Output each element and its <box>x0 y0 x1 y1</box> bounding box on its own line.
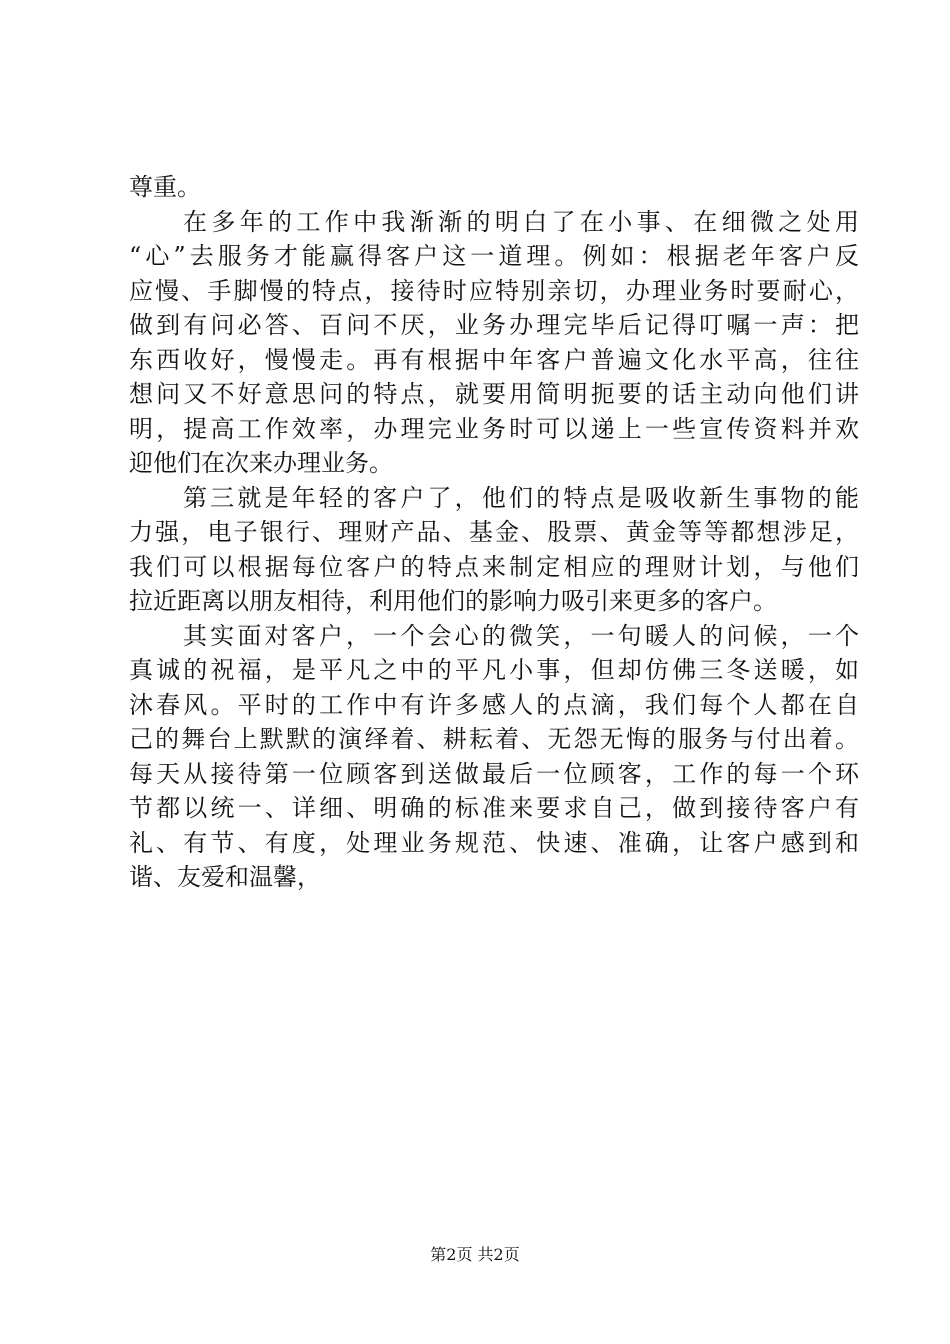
text-line: 每天从接待第一位顾客到送做最后一位顾客，工作的每一个环 <box>129 759 859 788</box>
text-line: 尊重。 <box>129 173 201 201</box>
text-line: 真诚的祝福，是平凡之中的平凡小事，但却仿佛三冬送暖，如 <box>129 656 859 684</box>
page-number-footer: 第2页 共2页 <box>430 1245 520 1264</box>
text-line: 拉近距离以朋友相待，利用他们的影响力吸引来更多的客户。 <box>129 587 777 615</box>
text-line: 力强，电子银行、理财产品、基金、股票、黄金等等都想涉足， <box>129 518 859 546</box>
text-line: 沐春风。平时的工作中有许多感人的点滴，我们每个人都在自 <box>129 690 859 719</box>
text-line: 节都以统一、详细、明确的标准来要求自己，做到接待客户有 <box>129 794 859 822</box>
paragraph-start-line: 在多年的工作中我渐渐的明白了在小事、在细微之处用 <box>183 207 859 236</box>
text-line: 己的舞台上默默的演绎着、耕耘着、无怨无悔的服务与付出着。 <box>129 725 859 753</box>
text-line: 想问又不好意思问的特点，就要用简明扼要的话主动向他们讲 <box>129 380 859 408</box>
document-body <box>129 170 859 895</box>
text-line: 我们可以根据每位客户的特点来制定相应的理财计划，与他们 <box>129 552 859 581</box>
text-line: 应慢、手脚慢的特点，接待时应特别亲切，办理业务时要耐心， <box>129 276 859 305</box>
text-line: “心”去服务才能赢得客户这一道理。例如：根据老年客户反 <box>129 242 859 270</box>
text-line: 做到有问必答、百问不厌，业务办理完毕后记得叮嘱一声：把 <box>129 311 859 339</box>
text-line: 明，提高工作效率，办理完业务时可以递上一些宣传资料并欢 <box>129 414 859 443</box>
text-line: 东西收好，慢慢走。再有根据中年客户普遍文化水平高，往往 <box>129 345 859 374</box>
paragraph-start-line: 其实面对客户，一个会心的微笑，一句暖人的问候，一个 <box>183 621 859 650</box>
text-line: 迎他们在次来办理业务。 <box>129 449 393 477</box>
text-line: 礼、有节、有度，处理业务规范、快速、准确，让客户感到和 <box>129 828 859 857</box>
paragraph-start-line: 第三就是年轻的客户了，他们的特点是吸收新生事物的能 <box>183 483 859 512</box>
text-line: 谐、友爱和温馨， <box>129 863 321 891</box>
